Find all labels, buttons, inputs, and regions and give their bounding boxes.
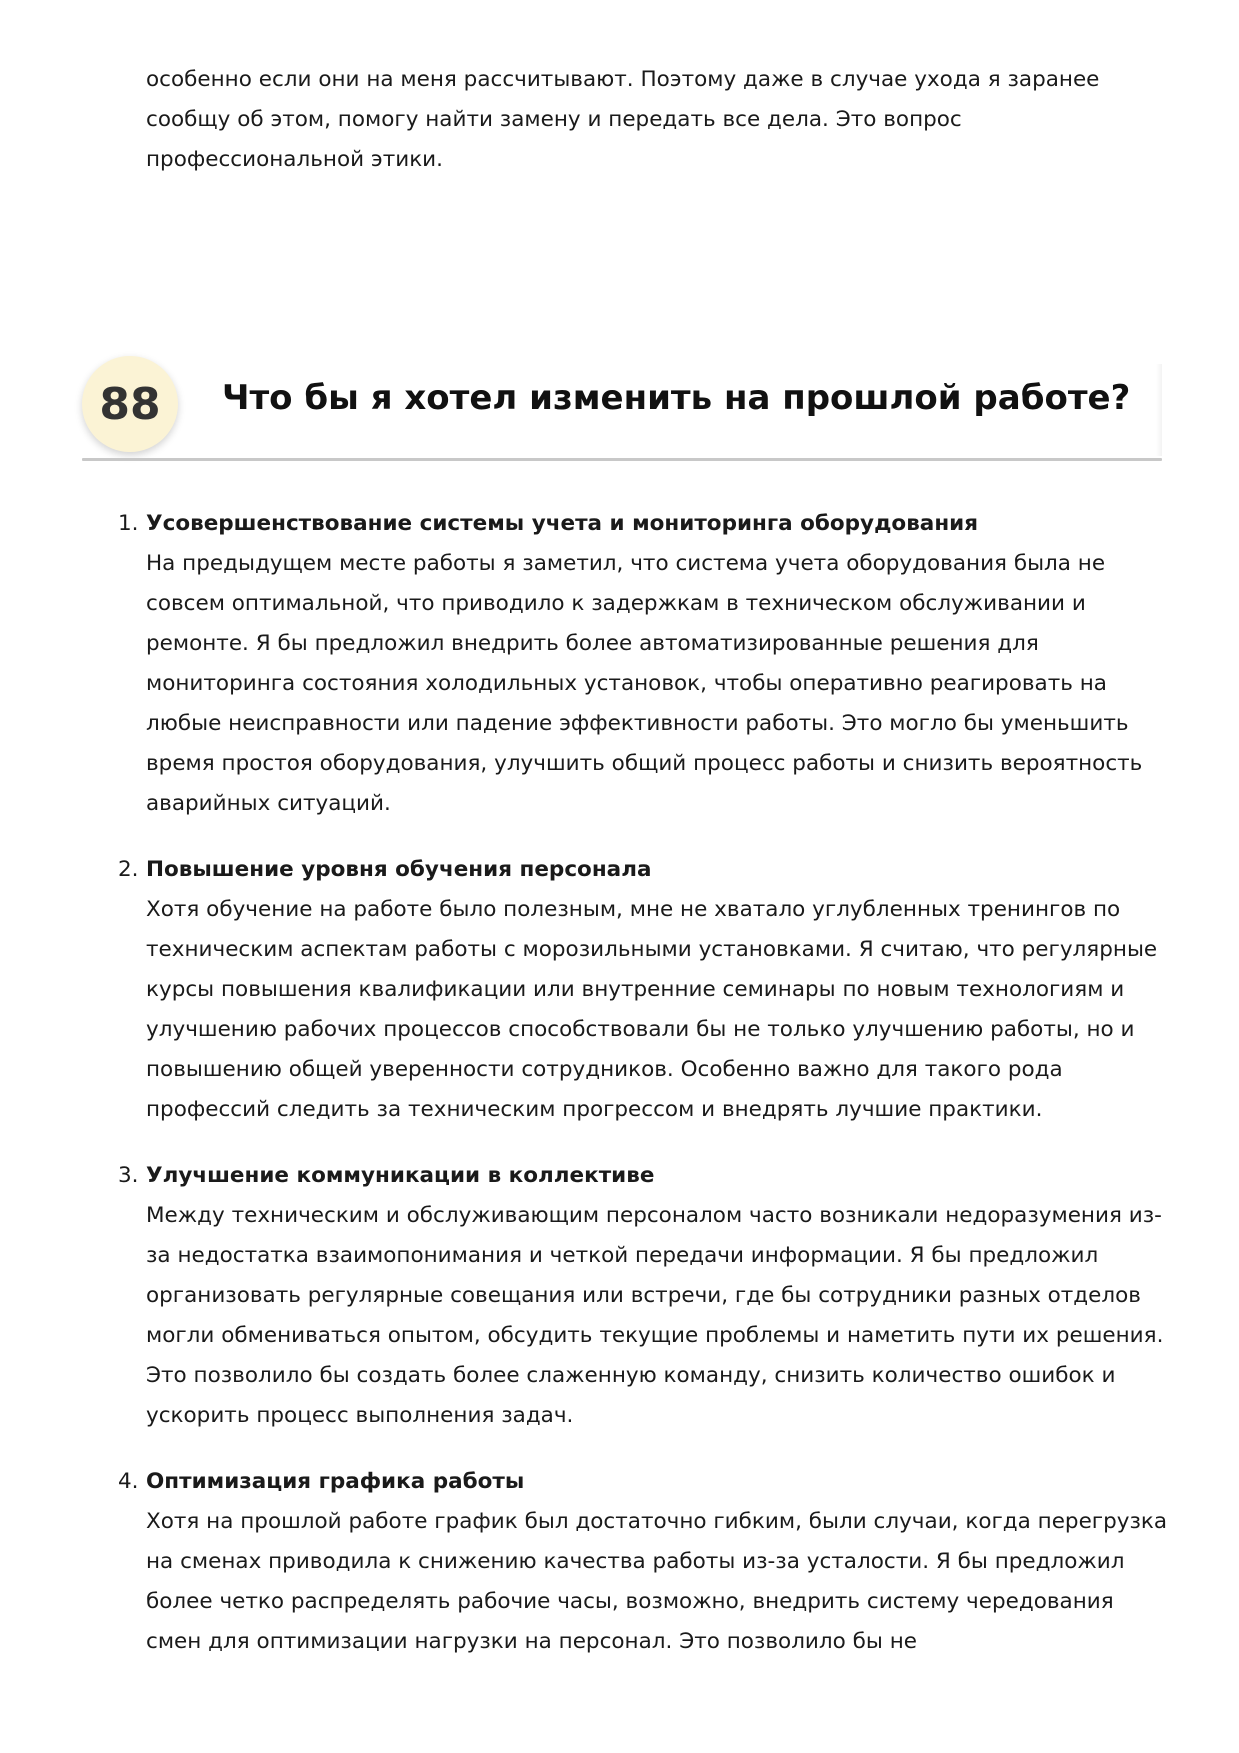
answer-index: 3. (118, 1163, 139, 1188)
answer-title: Улучшение коммуникации в коллективе (146, 1163, 655, 1188)
answer-title: Усовершенствование системы учета и мониторинга оборудования (146, 511, 979, 536)
header-divider (82, 458, 1162, 461)
answer-body: На предыдущем месте работы я заметил, что система учета оборудования была не совсем оптимальной, что приводило к задержкам в техническом обслуживании и ремонте. Я бы предложил внедрить более автоматизированные решения для мониторинга состояния холодильных установок, чтобы оперативно реагировать на любые неисправности или падение эффективности работы. Это могло бы уменьшить время простоя оборудования, улучшить общий процесс работы и снизить вероятность аварийных ситуаций. (146, 551, 1143, 816)
answer-body: Между техническим и обслуживающим персоналом часто возникали недоразумения из-за недостатка взаимопонимания и четкой передачи информации. Я бы предложил организовать регулярные совещания или встречи, где бы сотрудники разных отделов могли обмениваться опытом, обсудить текущие проблемы и наметить пути их решения. Это позволило бы создать более слаженную команду, снизить количество ошибок и ускорить процесс выполнения задач. (146, 1203, 1164, 1428)
answer-index: 4. (118, 1469, 139, 1494)
answer-item (0, 850, 1239, 1130)
answer-index: 1. (118, 511, 139, 536)
answer-item (0, 1462, 1239, 1662)
answer-list (0, 504, 1239, 1688)
question-title: Что бы я хотел изменить на прошлой работе? (222, 378, 1131, 418)
header-shadow (1156, 364, 1162, 456)
answer-item (0, 504, 1239, 824)
answer-title: Оптимизация графика работы (146, 1469, 525, 1494)
question-header (82, 356, 1162, 462)
answer-body: Хотя обучение на работе было полезным, мне не хватало углубленных тренингов по техническим аспектам работы с морозильными установками. Я считаю, что регулярные курсы повышения квалификации или внутренние семинары по новым технологиям и улучшению рабочих процессов способствовали бы не только улучшению работы, но и повышению общей уверенности сотрудников. Особенно важно для такого рода профессий следить за техническим прогрессом и внедрять лучшие практики. (146, 897, 1158, 1122)
intro-paragraph: особенно если они на меня рассчитывают. Поэтому даже в случае ухода я заранее сообщу об этом, помогу найти замену и передать все дела. Это вопрос профессиональной этики. (146, 67, 1100, 172)
answer-title: Повышение уровня обучения персонала (146, 857, 652, 882)
answer-item (0, 1156, 1239, 1436)
answer-body: Хотя на прошлой работе график был достаточно гибким, были случаи, когда перегрузка на сменах приводила к снижению качества работы из-за усталости. Я бы предложил более четко распределять рабочие часы, возможно, внедрить систему чередования смен для оптимизации нагрузки на персонал. Это позволило бы не (146, 1509, 1168, 1654)
question-number-badge: 88 (82, 356, 178, 452)
answer-index: 2. (118, 857, 139, 882)
